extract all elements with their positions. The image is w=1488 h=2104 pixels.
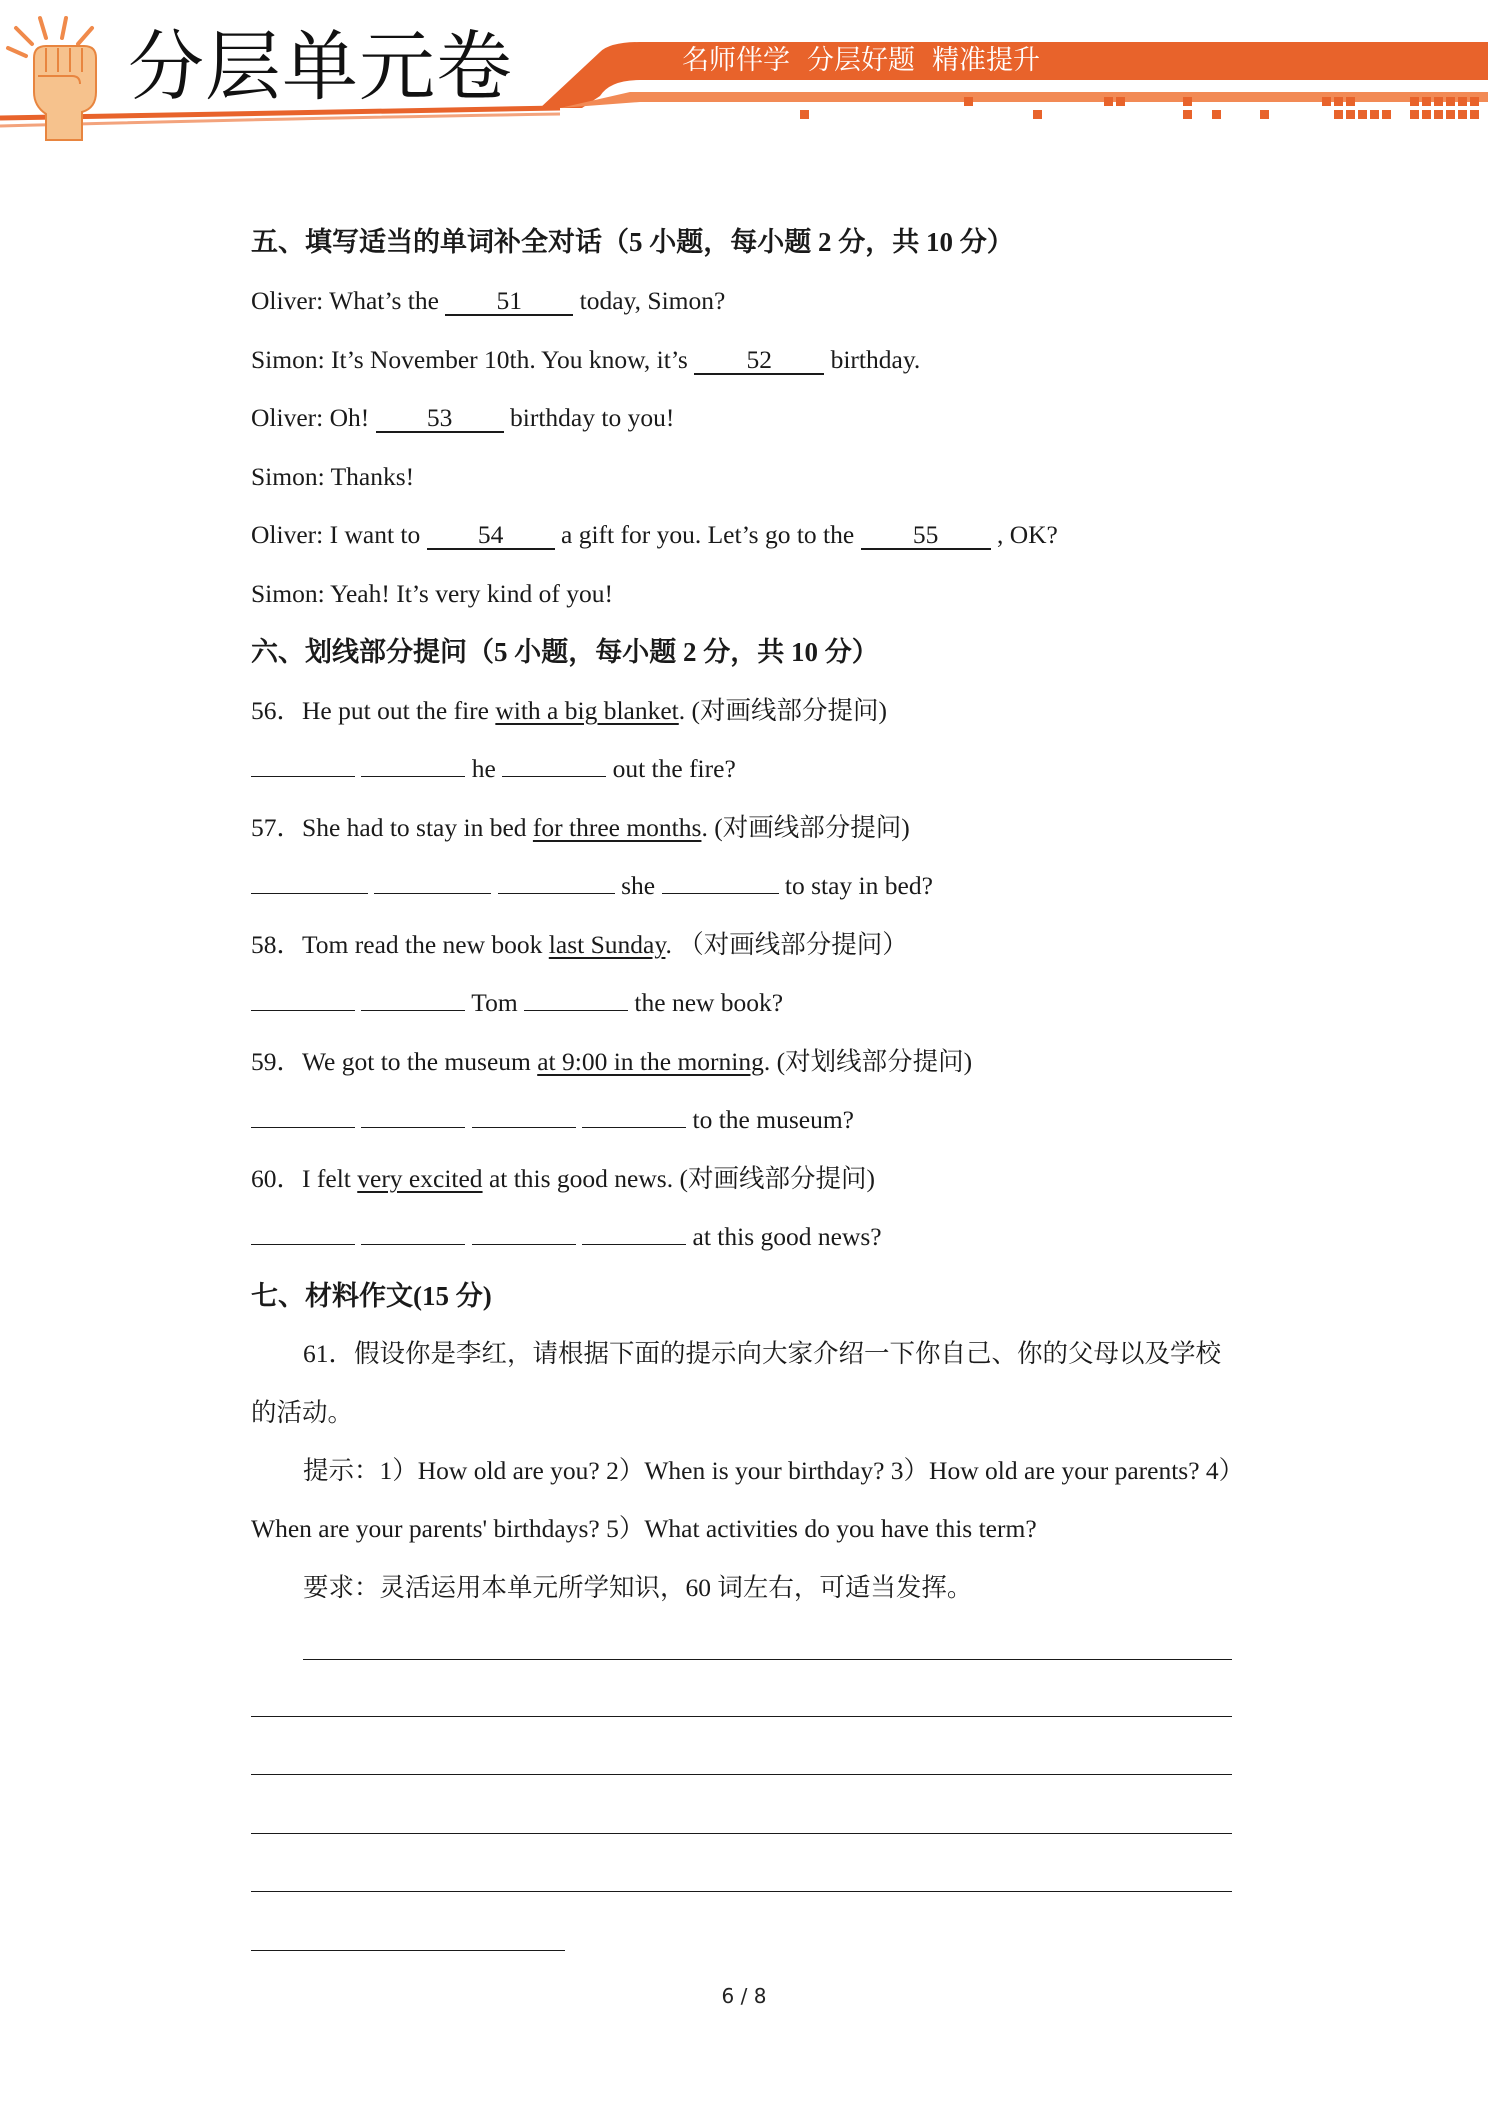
- dialog-text: , OK?: [990, 520, 1058, 549]
- essay-prompt-line-1: 61．假设你是李红，请根据下面的提示向大家介绍一下你自己、你的父母以及学校: [303, 1339, 1222, 1368]
- writing-line[interactable]: [251, 1891, 1232, 1892]
- answer-blank[interactable]: [361, 1105, 465, 1128]
- question-text: He put out the fire: [302, 696, 496, 725]
- essay-hints-line-2: When are your parents' birthdays? 5）What activities do you have this term?: [251, 1514, 1037, 1543]
- answer-line-58: [251, 986, 783, 1020]
- question-instruction: . (对画线部分提问): [701, 813, 910, 842]
- answer-blank[interactable]: [251, 1105, 355, 1128]
- question-text: She had to stay in bed: [302, 813, 533, 842]
- header-slogan-3: 精准提升: [932, 45, 1040, 76]
- question-instruction: . (对画线部分提问): [678, 696, 887, 725]
- answer-text: out the fire?: [606, 754, 736, 783]
- underlined-phrase: for three months: [532, 813, 702, 842]
- dialog-line-3: [251, 401, 674, 435]
- dialog-text: a gift for you. Let’s go to the: [554, 520, 861, 549]
- question-number: 60．: [251, 1164, 303, 1193]
- header-slogan-2: 分层好题: [807, 45, 915, 76]
- answer-blank[interactable]: [251, 754, 355, 777]
- question-59: [251, 1045, 972, 1079]
- question-58: [251, 928, 908, 962]
- answer-blank[interactable]: [582, 1105, 686, 1128]
- answer-blank[interactable]: [361, 1222, 465, 1245]
- underlined-phrase: at 9:00 in the morning: [537, 1047, 764, 1076]
- dialog-line-1: [251, 284, 725, 318]
- answer-blank[interactable]: [472, 1222, 576, 1245]
- answer-blank[interactable]: [472, 1105, 576, 1128]
- question-number: 56．: [251, 696, 303, 725]
- answer-text: to the museum?: [686, 1105, 854, 1134]
- question-text: We got to the museum: [302, 1047, 538, 1076]
- dialog-line-5: [251, 518, 1058, 552]
- dialog-text: Simon: It’s November 10th. You know, it’s: [251, 345, 695, 374]
- answer-text: he: [465, 754, 503, 783]
- blank-52: 52: [694, 347, 824, 375]
- section7-heading: 七、材料作文(15 分): [251, 1281, 492, 1311]
- answer-blank[interactable]: [251, 988, 355, 1011]
- writing-line[interactable]: [251, 1950, 565, 1951]
- section6-heading: 六、划线部分提问（5 小题，每小题 2 分，共 10 分）: [251, 637, 879, 667]
- question-57: [251, 811, 910, 845]
- dialog-text: today, Simon?: [573, 286, 726, 315]
- fist-logo-icon: [8, 18, 96, 140]
- dialog-text: Oliver: Oh!: [251, 403, 376, 432]
- answer-blank[interactable]: [361, 754, 465, 777]
- dialog-text: Oliver: What’s the: [251, 286, 446, 315]
- writing-line[interactable]: [251, 1716, 1232, 1717]
- dialog-text: Oliver: I want to: [251, 520, 427, 549]
- dialog-line-4: Simon: Thanks!: [251, 462, 415, 491]
- answer-blank[interactable]: [582, 1222, 686, 1245]
- answer-text: Tom: [465, 988, 525, 1017]
- question-56: [251, 694, 887, 728]
- answer-line-60: [251, 1220, 882, 1254]
- essay-prompt-line-2: 的活动。: [251, 1398, 354, 1427]
- answer-blank[interactable]: [361, 988, 465, 1011]
- answer-blank[interactable]: [251, 1222, 355, 1245]
- answer-blank[interactable]: [374, 871, 491, 894]
- header-brand-title: 分层单元卷: [128, 22, 513, 111]
- question-instruction: . (对划线部分提问): [763, 1047, 973, 1076]
- answer-blank[interactable]: [498, 871, 615, 894]
- essay-hints-line-1: 提示：1）How old are you? 2）When is your birthday? 3）How old are your parents? 4）: [303, 1456, 1245, 1485]
- dialog-line-2: [251, 343, 920, 377]
- page-header: [0, 0, 1488, 150]
- answer-text: to stay in bed?: [778, 871, 933, 900]
- question-instruction: at this good news. (对画线部分提问): [482, 1164, 875, 1193]
- writing-line[interactable]: [303, 1659, 1232, 1660]
- answer-text: she: [614, 871, 662, 900]
- blank-51: 51: [445, 288, 573, 316]
- dialog-text: birthday.: [824, 345, 921, 374]
- question-text: Tom read the new book: [302, 930, 549, 959]
- page-number: 6 / 8: [721, 1984, 767, 2008]
- answer-blank[interactable]: [502, 754, 606, 777]
- question-60: [251, 1162, 875, 1196]
- answer-blank[interactable]: [524, 988, 628, 1011]
- question-instruction: . （对画线部分提问）: [665, 930, 908, 959]
- dialog-line-6: Simon: Yeah! It’s very kind of you!: [251, 579, 613, 608]
- answer-line-59: [251, 1103, 854, 1137]
- question-text: I felt: [302, 1164, 358, 1193]
- blank-54: 54: [427, 522, 555, 550]
- blank-55: 55: [861, 522, 991, 550]
- question-number: 58．: [251, 930, 303, 959]
- section5-heading: 五、填写适当的单词补全对话（5 小题，每小题 2 分，共 10 分）: [251, 227, 1014, 257]
- header-slogan-1: 名师伴学: [682, 45, 790, 76]
- writing-line[interactable]: [251, 1774, 1232, 1775]
- blank-53: 53: [376, 405, 504, 433]
- answer-text: at this good news?: [686, 1222, 882, 1251]
- answer-blank[interactable]: [251, 871, 368, 894]
- underlined-phrase: last Sunday: [548, 930, 666, 959]
- question-number: 59．: [251, 1047, 303, 1076]
- dialog-text: birthday to you!: [503, 403, 675, 432]
- answer-blank[interactable]: [662, 871, 779, 894]
- answer-text: the new book?: [628, 988, 784, 1017]
- answer-line-57: [251, 869, 933, 903]
- underlined-phrase: with a big blanket: [495, 696, 679, 725]
- writing-line[interactable]: [251, 1833, 1232, 1834]
- question-number: 57．: [251, 813, 303, 842]
- underlined-phrase: very excited: [357, 1164, 483, 1193]
- essay-requirement: 要求：灵活运用本单元所学知识，60 词左右，可适当发挥。: [303, 1573, 973, 1602]
- answer-line-56: [251, 752, 736, 786]
